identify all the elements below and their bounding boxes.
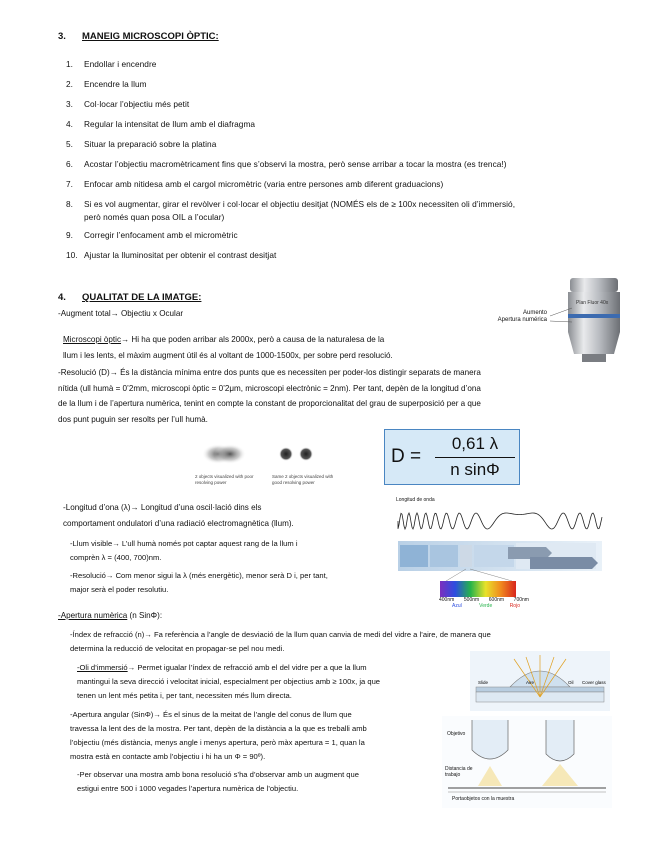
- lens-label-apertura: Apertura numérica: [497, 317, 547, 323]
- resol-line-2: nítida (ull humà = 0’2mm, microscopi òptic = 0’2μm, microscopi electrònic = 2nm). Per tant, depèn de la longitud d’ona: [58, 383, 481, 393]
- oil-line-1: → Permet igualar l’índex de refracció amb el del vidre per a que la llum: [127, 663, 367, 672]
- step-item: [66, 59, 156, 69]
- formula-numerator: 0,61 λ: [451, 434, 499, 453]
- oil-line-2: mantingui la seva direcció i velocitat inicial, especialment per objectius amb ≥ 100x, ja que: [77, 677, 381, 686]
- step-number: 1.: [66, 59, 74, 69]
- step-item: [66, 139, 216, 149]
- step-text: Encendre la llum: [84, 79, 147, 89]
- color-azul: Azul: [452, 603, 462, 609]
- index-line-1: -Índex de refracció (n)→ Fa referència a l’angle de desviació de la llum quan canvia de medi del vidre a l’aire, de manera que: [70, 630, 491, 639]
- step-number: 7.: [66, 179, 74, 189]
- resol-line-1: -Resolució (D)→ És la distància mínima entre dos punts que es necessiten per poder-los distingir separats de manera: [58, 368, 481, 377]
- wd-label-distancia: Distancia de trabajo: [445, 766, 473, 778]
- step-item: [66, 99, 189, 109]
- apertura-rest: (n SinΦ):: [129, 611, 163, 620]
- oil-label-aire: Aire: [526, 680, 535, 685]
- wd-label-porta: Portaobjetos con la muestra: [452, 796, 515, 802]
- dots-caption-1: 2 objects visualized with poor resolving power: [195, 474, 254, 485]
- step-item: [66, 199, 515, 209]
- step-text: Col·locar l’objectiu més petit: [84, 99, 190, 109]
- step-item: [66, 119, 255, 129]
- microscope-paragraph: [63, 332, 471, 363]
- angular-line-2: travessa la lent des de la mostra. Per tant, depèn de la distància a la que es treballi amb: [70, 724, 367, 733]
- spectrum-tick: 600nm: [488, 597, 505, 603]
- oil-label-cover: Cover glass: [582, 680, 606, 685]
- resol-line-3: de la llum i de l’apertura numèrica, tenint en compte la constant de proporcionalitat del grau de superposició per a que: [58, 399, 481, 409]
- dots-caption-2: Same 2 objects visualized with good resolving power: [272, 474, 334, 485]
- micro-label: Microscopi òptic: [63, 335, 122, 344]
- working-distance-image: [442, 716, 612, 808]
- observe-paragraph: [77, 768, 437, 796]
- micro-text-2: llum i les lents, el màxim augment útil és al voltant de 1000-1500x, per sobre perd resolució.: [63, 350, 393, 360]
- step-number: 4.: [66, 119, 74, 129]
- observe-line-2: estigui entre 500 i 1000 vegades l’apertura numèrica de l’objectiu.: [77, 784, 299, 793]
- formula-bar: [435, 457, 515, 458]
- resolucio-line-2: major serà el poder resolutiu.: [70, 585, 169, 594]
- oil-label-slide: Slide: [478, 680, 489, 685]
- observe-line-1: -Per observar una mostra amb bona resolució s’ha d’observar amb un augment que: [77, 770, 359, 779]
- step-text: Acostar l’objectiu macromètricament fins que s’observi la mostra, però sense arribar a tocar la mostra (es trenca!): [84, 159, 507, 169]
- step-text: Enfocar amb nitidesa amb el cargol micromètric (varia entre persones amb diferent graduacions): [84, 179, 444, 189]
- spectrum-tick: 400nm: [439, 597, 455, 603]
- step-item: [66, 250, 276, 260]
- step-text: Regular la intensitat de llum amb el diafragma: [84, 119, 256, 129]
- formula-denominator: n sinΦ: [450, 460, 500, 479]
- wave-image-label: Longitud de onda: [396, 497, 435, 503]
- step-item: [66, 179, 443, 189]
- angular-line-1: -Apertura angular (SinΦ)→ És el sinus de la meitat de l’angle del conus de llum que: [70, 710, 352, 719]
- resol-line-4: dos punt puguin ser resolts per l’ull humà.: [58, 414, 208, 424]
- apertura-heading: [58, 608, 162, 624]
- oil-label: -Oli d’immersió: [77, 663, 128, 672]
- spectrum-tick: 700nm: [513, 597, 529, 603]
- oil-paragraph: [77, 661, 459, 703]
- step-number: 9.: [66, 230, 74, 240]
- step-text: Corregir l’enfocament amb el micromètric: [84, 230, 238, 240]
- resolucio-paragraph: [70, 569, 378, 597]
- step-number: 5.: [66, 139, 74, 149]
- index-line-2: determina la reducció de velocitat en propagar-se pel nou medi.: [70, 644, 285, 653]
- resolution-paragraph: [58, 365, 598, 427]
- resolution-formula: [384, 429, 520, 485]
- oil-label-oil: Oil: [568, 680, 574, 685]
- step-text: Endollar i encendre: [84, 59, 157, 69]
- step-text: Si es vol augmentar, girar el revòlver i col·locar el objectiu desitjat (NOMÉS els de ≥ 100x necessiten oli d’immersió,: [84, 199, 516, 209]
- step-text: Ajustar la lluminositat per obtenir el contrast desitjat: [84, 250, 277, 260]
- step-number: 6.: [66, 159, 74, 169]
- step-number: 3.: [66, 99, 74, 109]
- augment-line: -Augment total→ Objectiu x Ocular: [58, 309, 184, 318]
- wave-line-2: comportament ondulatori d’una radiació electromagnètica (llum).: [63, 518, 294, 528]
- formula-lhs: D =: [391, 446, 422, 467]
- step-text: Situar la preparació sobre la platina: [84, 139, 217, 149]
- oil-line-3: tenen un lent més petita i, per tant, necessiten més llum directa.: [77, 691, 292, 700]
- wavelength-paragraph: [63, 500, 377, 531]
- step-text-continuation: però només quan posa OIL a l’ocular): [84, 212, 225, 222]
- color-verde: Verde: [479, 603, 493, 609]
- micro-text-1: → Hi ha que poden arribar als 2000x, però a causa de la naturalesa de la: [121, 335, 385, 344]
- angular-line-4: mostra està en contacte amb l’objectiu i hi ha un Φ = 90º).: [70, 752, 266, 761]
- lens-label-augment: Aumento: [522, 310, 547, 316]
- wave-line-1: -Longitud d’ona (λ)→ Longitud d’una oscil·lació dins els: [63, 503, 262, 512]
- spectrum-color-names: [452, 603, 520, 609]
- angular-paragraph: [70, 708, 430, 764]
- visible-line-2: comprèn λ = (400, 700)nm.: [70, 553, 162, 562]
- lens-labels: [487, 310, 547, 324]
- step-item: [66, 79, 147, 89]
- oil-immersion-image: [470, 651, 610, 711]
- step-item: [66, 159, 507, 169]
- section-3-heading: 3. MANEIG MICROSCOPI ÒPTIC:: [58, 31, 219, 42]
- step-item: [66, 230, 238, 240]
- visible-line-1: -Llum visible→ L’ull humà només pot captar aquest rang de la llum i: [70, 539, 298, 548]
- angular-line-3: l’objectiu (més distància, menys angle i menys apertura, però màx apertura = 1, quan la: [70, 738, 365, 747]
- resolucio-line-1: -Resolució→ Com menor sigui la λ (més energètic), menor serà D i, per tant,: [70, 571, 328, 580]
- spectrum-tick: 500nm: [463, 597, 480, 603]
- step-number: 8.: [66, 199, 74, 209]
- section-4-heading: 4. QUALITAT DE LA IMATGE:: [58, 292, 202, 303]
- svg-text:Plan Fluor 40x: Plan Fluor 40x: [576, 300, 609, 306]
- apertura-label: -Apertura numèrica: [58, 611, 128, 620]
- visible-light-paragraph: [70, 537, 378, 565]
- wd-label-objetivo: Objetivo: [447, 731, 466, 737]
- color-rojo: Rojo: [509, 603, 520, 609]
- step-number: 10.: [66, 250, 78, 260]
- step-number: 2.: [66, 79, 74, 89]
